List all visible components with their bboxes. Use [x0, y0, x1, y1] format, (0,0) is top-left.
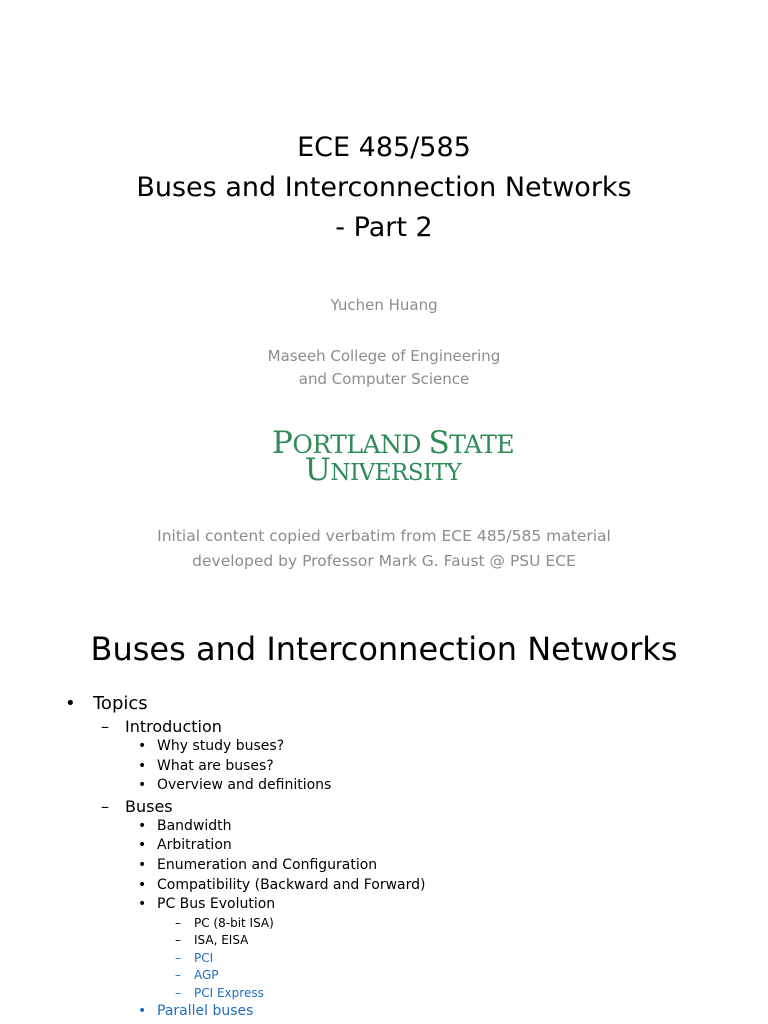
outline-item: [0, 950, 768, 968]
dash-icon: –: [175, 915, 181, 930]
outline-item-text: ISA, EISA: [194, 933, 249, 948]
outline-item: [0, 836, 768, 856]
credit-line-1: Initial content copied verbatim from ECE 485/585 material: [157, 527, 611, 545]
outline-item-text: AGP: [194, 968, 219, 983]
outline-item-text: Topics: [93, 693, 148, 714]
outline-item: [0, 876, 768, 896]
college-name: [0, 345, 768, 391]
bullet-icon: •: [138, 876, 147, 893]
author-name: Yuchen Huang: [330, 296, 438, 314]
outline-item: [0, 776, 768, 796]
outline-item-text: Why study buses?: [157, 738, 285, 754]
outline-item: [0, 895, 768, 915]
outline-item-text: Overview and definitions: [157, 777, 332, 794]
content-credit: [0, 524, 768, 574]
outline-item: [0, 796, 768, 817]
outline-item-text: What are buses?: [157, 757, 274, 774]
outline-item: [0, 985, 768, 1003]
course-part: - Part 2: [335, 212, 433, 243]
outline-item-text: Buses: [125, 796, 173, 816]
outline-item-text: Introduction: [125, 717, 222, 736]
logo-line-1: PORTLAND STATE: [272, 425, 515, 461]
dash-icon: –: [175, 933, 181, 948]
outline-item: [0, 915, 768, 933]
topics-outline: [0, 692, 768, 1022]
outline-item: [0, 967, 768, 985]
course-code: ECE 485/585: [297, 132, 471, 163]
outline-item-text: Parallel buses: [157, 1003, 254, 1020]
outline-item: [0, 817, 768, 837]
dash-icon: –: [101, 796, 109, 816]
outline-item: [0, 716, 768, 737]
college-line-1: Maseeh College of Engineering: [267, 347, 501, 365]
bullet-icon: •: [138, 837, 147, 854]
topics-slide: [0, 600, 768, 1024]
outline-item: [0, 757, 768, 777]
dash-icon: –: [175, 985, 181, 1000]
outline-item: [0, 1002, 768, 1022]
outline-item: [0, 737, 768, 757]
outline-item: [0, 856, 768, 876]
college-line-2: and Computer Science: [298, 370, 470, 388]
outline-item: [0, 932, 768, 950]
psu-logo: [272, 425, 515, 490]
outline-item-text: PC Bus Evolution: [157, 896, 276, 913]
credit-line-2: developed by Professor Mark G. Faust @ PSU ECE: [192, 552, 576, 570]
bullet-icon: •: [138, 896, 147, 913]
bullet-icon: •: [138, 777, 147, 794]
dash-icon: –: [175, 950, 181, 965]
logo-line-2: UNIVERSITY: [304, 452, 462, 488]
outline-item-text: PC (8-bit ISA): [194, 915, 274, 930]
bullet-icon: •: [138, 856, 147, 873]
outline-item-text: PCI Express: [194, 985, 264, 1000]
bullet-icon: •: [138, 1003, 147, 1020]
slide-title: [0, 128, 768, 248]
dash-icon: –: [175, 968, 181, 983]
outline-item-text: PCI: [194, 950, 214, 965]
bullet-icon: •: [138, 817, 147, 834]
outline-item-text: Compatibility (Backward and Forward): [157, 876, 426, 893]
slide-title: Buses and Interconnection Networks: [90, 630, 678, 668]
dash-icon: –: [101, 717, 109, 736]
course-title: Buses and Interconnection Networks: [136, 172, 632, 203]
bullet-icon: •: [138, 757, 147, 774]
outline-item-text: Enumeration and Configuration: [157, 856, 378, 873]
bullet-icon: •: [65, 693, 76, 714]
bullet-icon: •: [138, 738, 147, 754]
outline-item: [0, 692, 768, 716]
outline-item-text: Bandwidth: [157, 817, 232, 834]
outline-item-text: Arbitration: [157, 837, 232, 854]
